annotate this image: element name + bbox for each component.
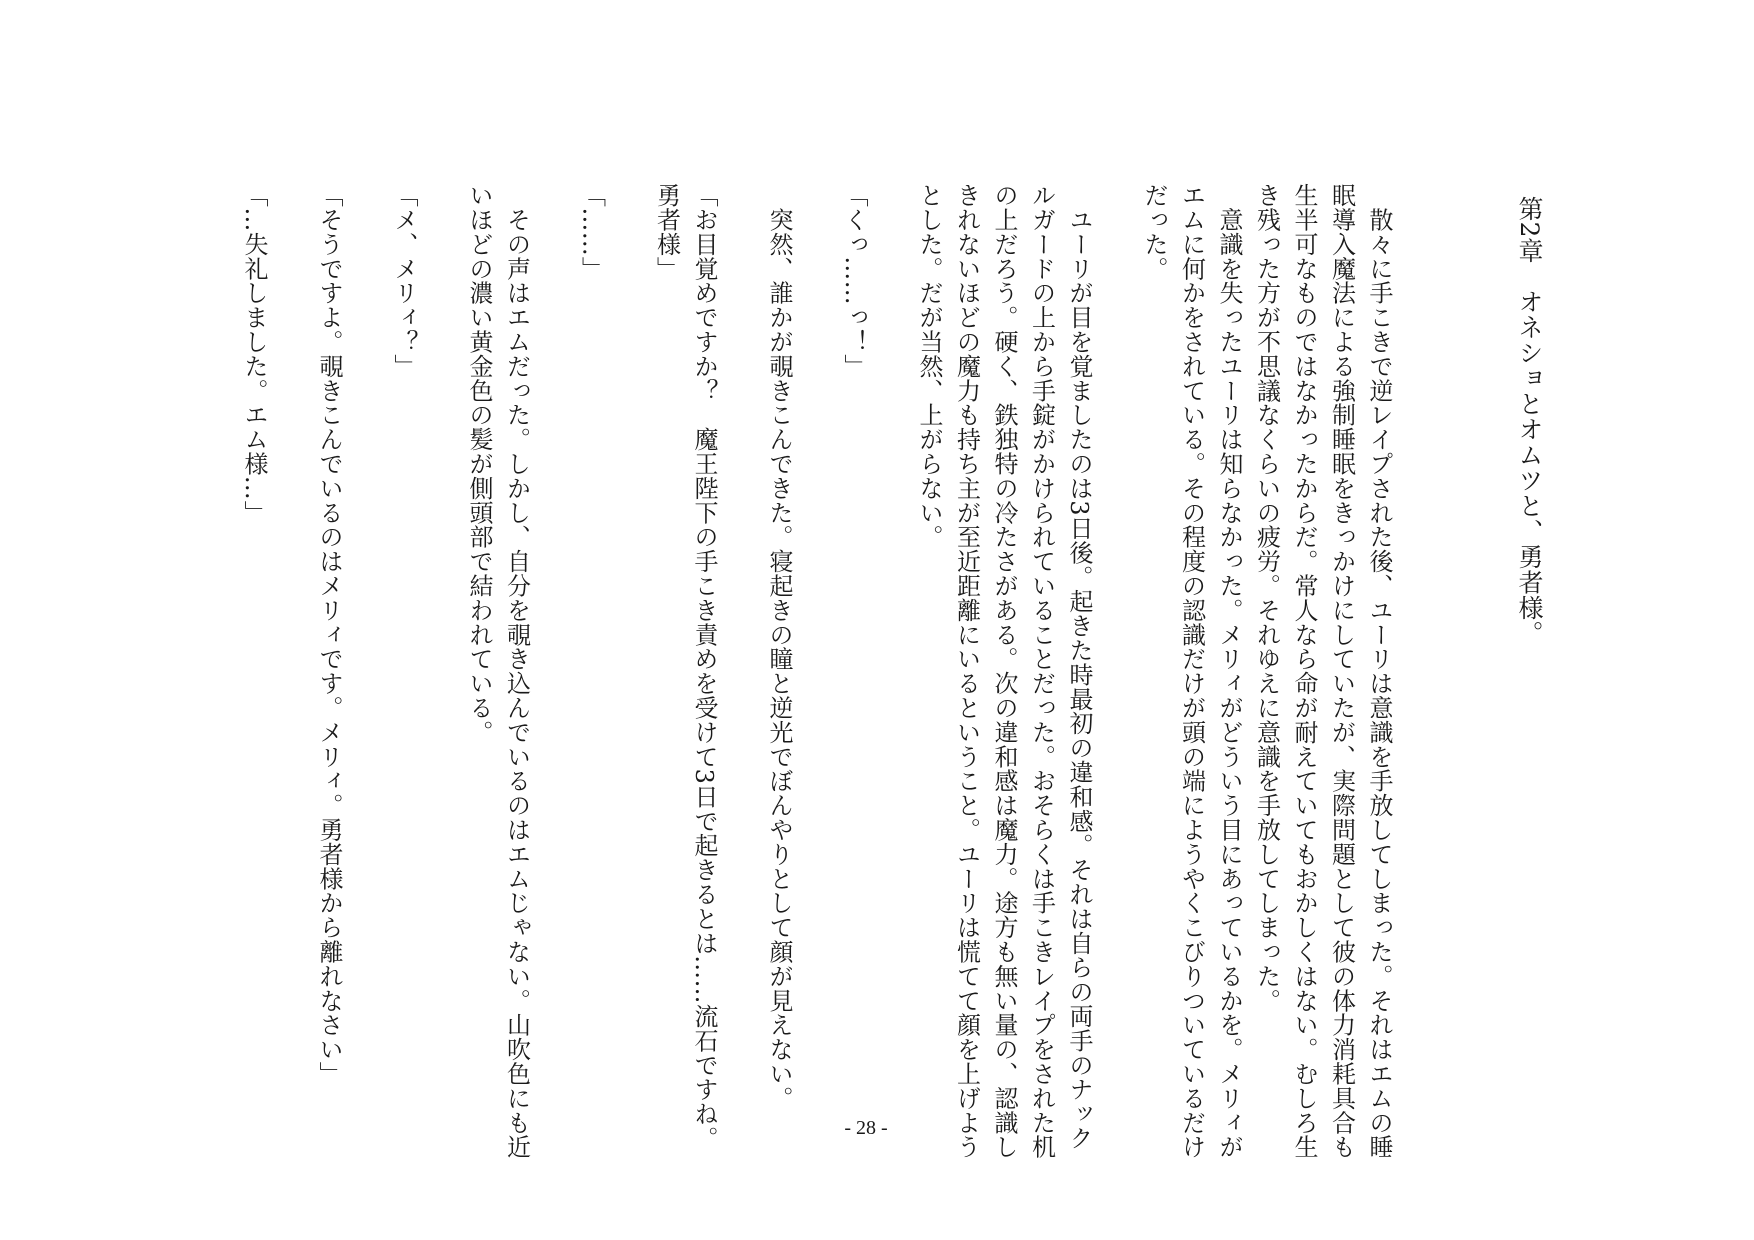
- blank-line: [1097, 183, 1135, 1083]
- blank-line: [272, 183, 310, 1083]
- text-line: だった。: [1140, 183, 1168, 281]
- dialogue-line: 「くっ……っ！」: [840, 183, 868, 379]
- dialogue-line: 「……」: [577, 183, 606, 281]
- text-line: いほどの濃い黄金色の髪が側頭部で結われている。: [465, 183, 493, 745]
- blank-line: [535, 183, 573, 1083]
- text-line: きれないほどの魔力も持ち主が至近距離にいるということ。ユーリは慌てて顔を上げよう: [952, 183, 981, 1159]
- text-line: エムに何かをされている。その程度の認識だけが頭の端にようやくこびりついているだけ: [1177, 183, 1206, 1159]
- dialogue-line: 「そうですよ。覗きこんでいるのはメリィです。メリィ。勇者様から離れなさい」: [315, 183, 343, 1086]
- blank-line: [347, 183, 385, 1083]
- dialogue-line: 「…失礼しました。エム様…」: [240, 183, 268, 525]
- text-line: 生半可なものではなかったからだ。常人なら命が耐えていてもおかしくはない。むしろ生: [1290, 183, 1318, 1159]
- text-line: ユーリが目を覚ましたのは3日後。起きた時最初の違和感。それは自らの両手のナック: [1065, 183, 1093, 1151]
- blank-line: [722, 183, 760, 1083]
- blank-line: [610, 183, 648, 1083]
- text-line: 眠導入魔法による強制睡眠をきっかけにしていたが、実際問題として彼の体力消耗具合も: [1327, 183, 1356, 1159]
- text-line: き残った方が不思議なくらいの疲労。それゆえに意識を手放してしまった。: [1252, 183, 1281, 1013]
- dialogue-line: 「お目覚めですか？ 魔王陛下の手こき責めを受けて3日で起きるとは……流石ですね。: [690, 183, 718, 1151]
- chapter-title: 第2章 オネショとオムツと、勇者様。: [1515, 196, 1544, 646]
- dialogue-line: 「メ、メリィ？」: [390, 183, 418, 379]
- blank-line: [797, 183, 835, 1083]
- text-line: その声はエムだった。しかし、自分を覗き込んでいるのはエムじゃない。山吹色にも近: [502, 183, 531, 1159]
- page-number: - 28 -: [844, 1117, 888, 1139]
- dialogue-line: 勇者様」: [652, 183, 681, 281]
- text-line: の上だろう。硬く、鉄独特の冷たさがある。次の違和感は魔力。途方も無い量の、認識し: [990, 183, 1018, 1159]
- text-line: 散々に手こきで逆レイプされた後、ユーリは意識を手放してしまった。それはエムの睡: [1365, 183, 1393, 1159]
- text-line: 突然、誰かが覗きこんできた。寝起きの瞳と逆光でぼんやりとして顔が見えない。: [765, 183, 793, 1111]
- text-line: ルガードの上から手錠がかけられていることだった。おそらくは手こきレイプをされた机: [1027, 183, 1056, 1159]
- blank-line: [422, 183, 460, 1083]
- text-line: 意識を失ったユーリは知らなかった。メリィがどういう目にあっているかを。メリィが: [1215, 183, 1243, 1159]
- text-line: とした。だが当然、上がらない。: [915, 183, 943, 549]
- blank-line: [872, 183, 910, 1083]
